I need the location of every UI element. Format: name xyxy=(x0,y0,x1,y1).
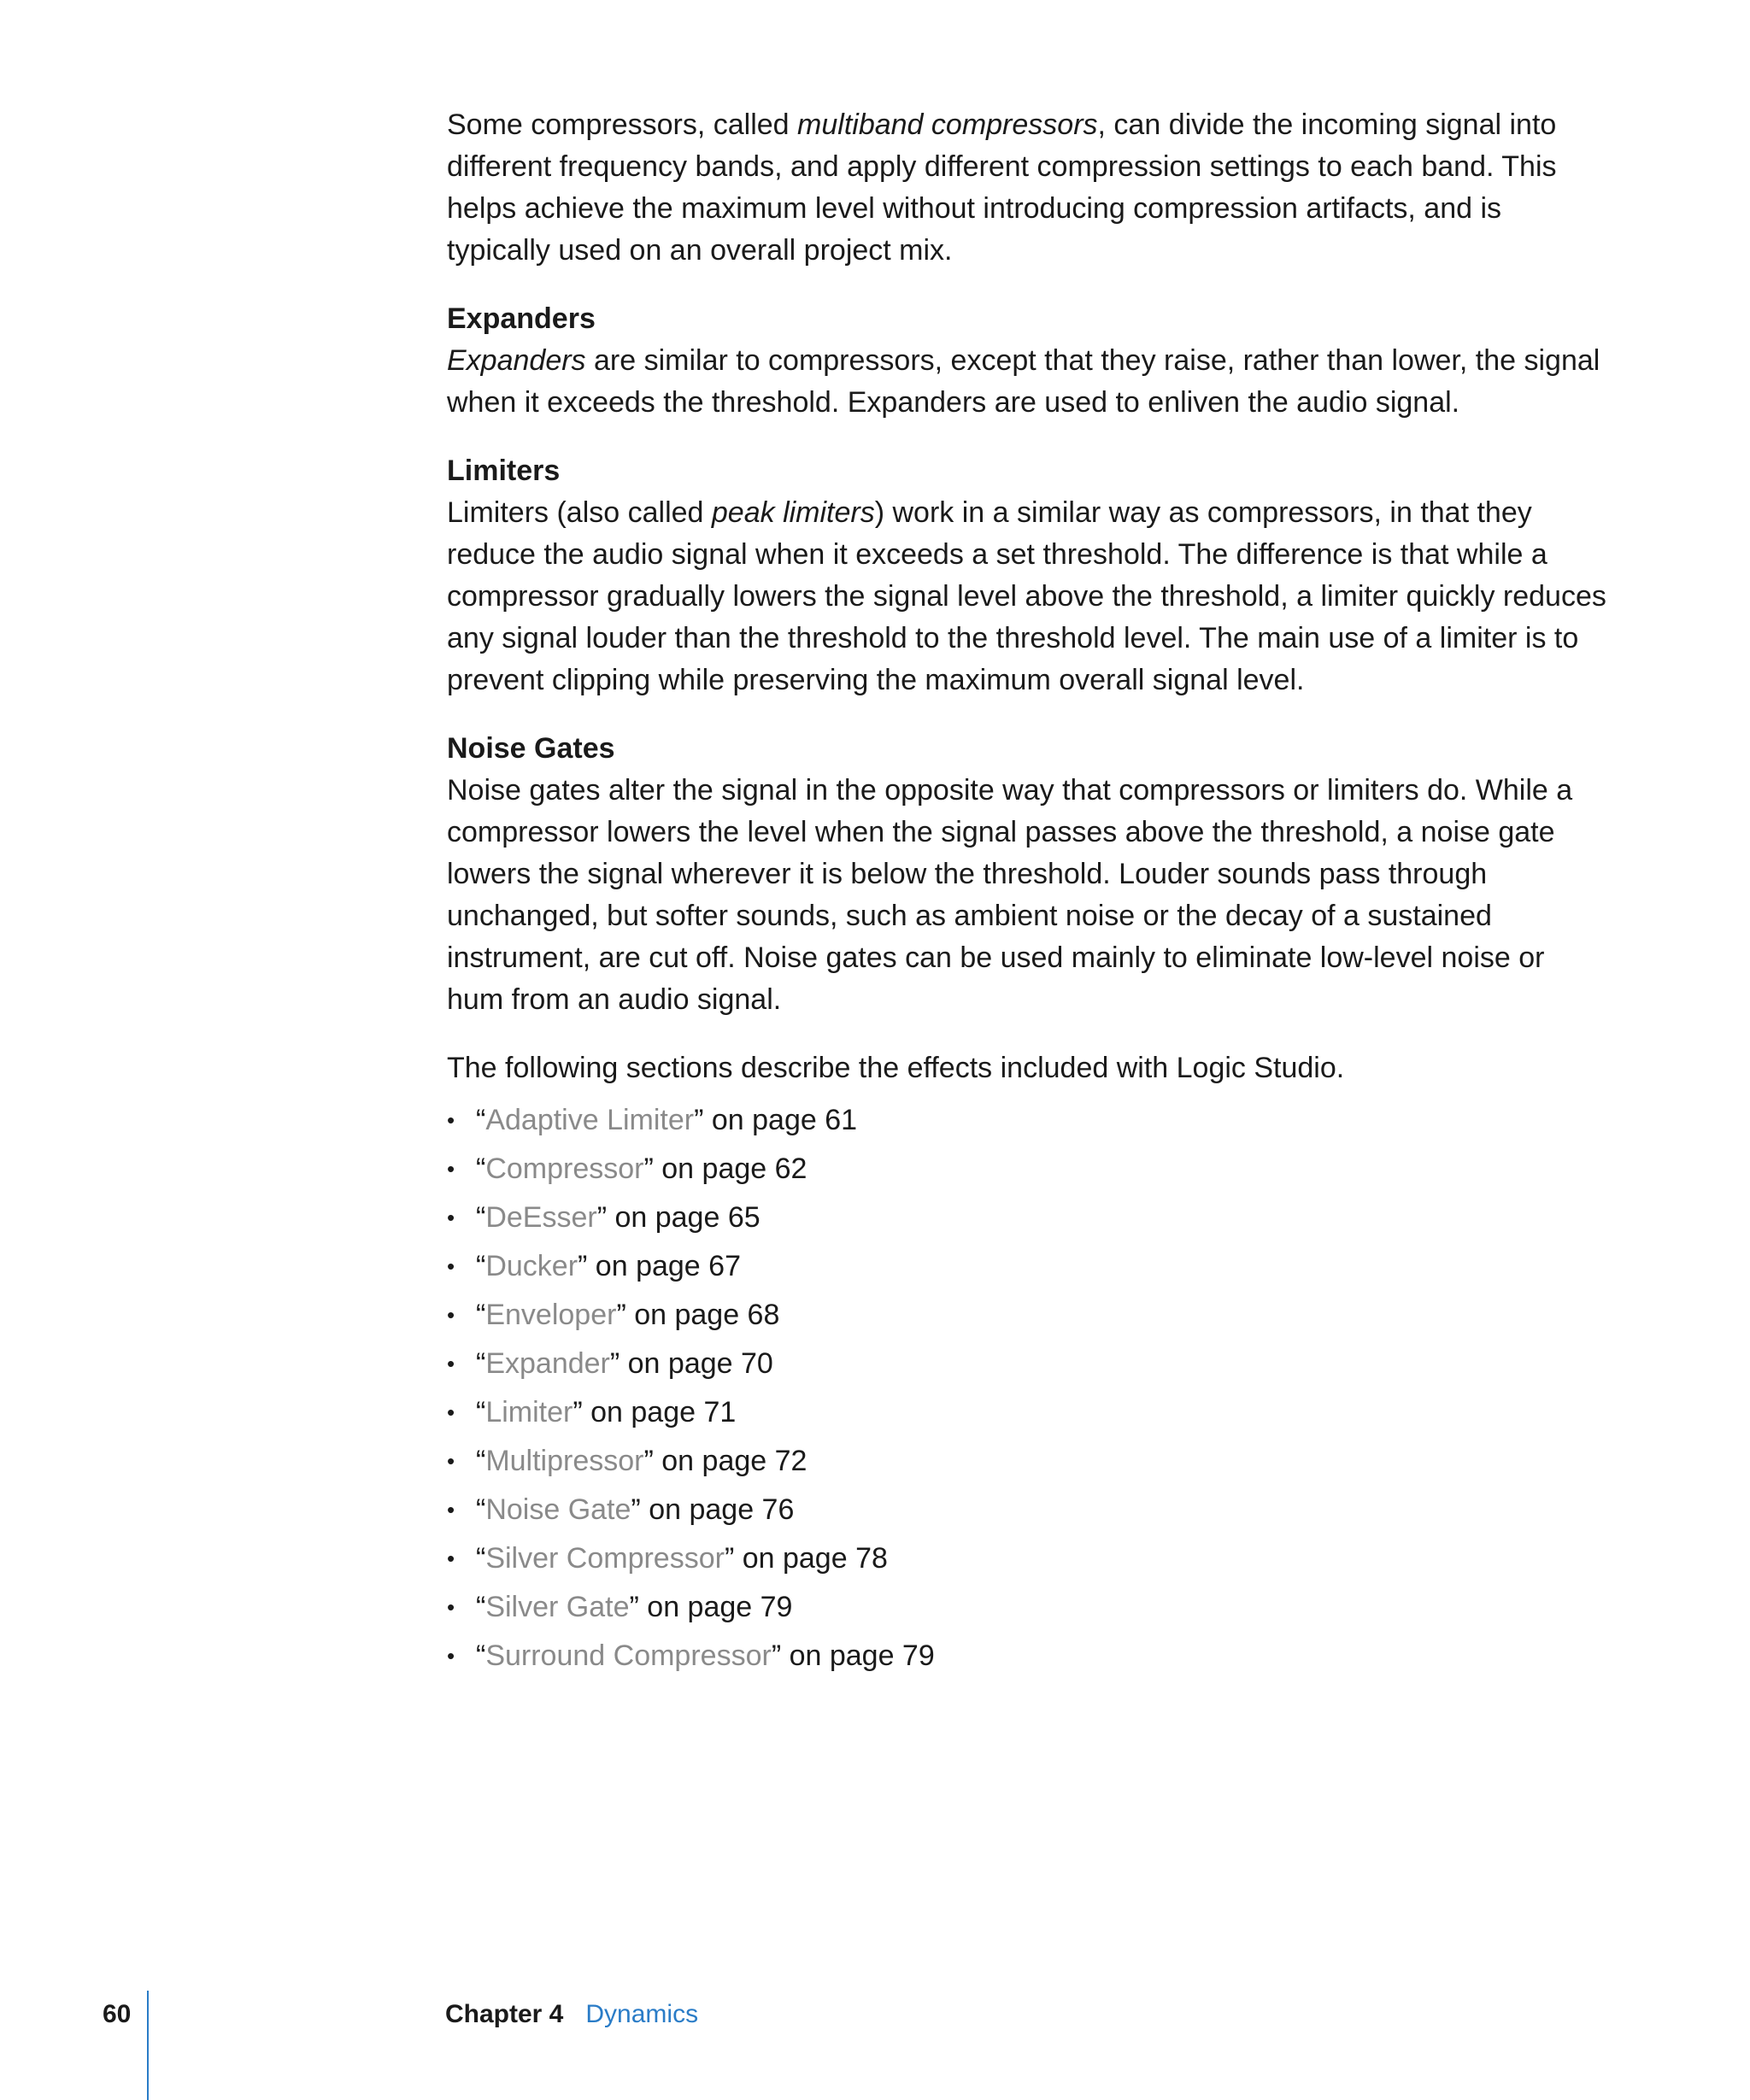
effect-link[interactable]: Noise Gate xyxy=(485,1493,631,1526)
close-quote: ” xyxy=(631,1493,641,1526)
close-quote: ” xyxy=(573,1396,583,1428)
effect-link[interactable]: Silver Compressor xyxy=(485,1542,725,1575)
list-item xyxy=(447,1583,1609,1632)
close-quote: ” xyxy=(616,1299,626,1331)
list-item xyxy=(447,1632,1609,1681)
effect-link[interactable]: Surround Compressor xyxy=(485,1640,772,1672)
bullet-icon: • xyxy=(447,1107,455,1133)
list-item xyxy=(447,1194,1609,1242)
open-quote: “ xyxy=(476,1250,486,1282)
open-quote: “ xyxy=(476,1493,486,1526)
multiband-term: multiband compressors xyxy=(797,109,1098,141)
expanders-text: are similar to compressors, except that they raise, rather than lower, the signal when it exceeds the threshold. Expanders are used to enliven the audio signal. xyxy=(447,344,1600,419)
close-quote: ” xyxy=(609,1347,620,1380)
page-reference: on page 61 xyxy=(703,1104,858,1136)
limiters-text-1: Limiters (also called xyxy=(447,496,712,529)
footer-divider xyxy=(147,1991,149,2100)
chapter-title-link[interactable]: Dynamics xyxy=(585,2000,699,2028)
expanders-body xyxy=(447,340,1609,424)
open-quote: “ xyxy=(476,1201,486,1234)
open-quote: “ xyxy=(476,1347,486,1380)
multiband-text-1: Some compressors, called xyxy=(447,109,798,141)
open-quote: “ xyxy=(476,1299,486,1331)
page-reference: on page 68 xyxy=(625,1299,780,1331)
list-item xyxy=(447,1291,1609,1340)
expanders-heading: Expanders xyxy=(447,302,596,335)
bullet-icon: • xyxy=(447,1253,455,1279)
list-item xyxy=(447,1242,1609,1291)
page-reference: on page 65 xyxy=(607,1201,760,1234)
open-quote: “ xyxy=(476,1591,486,1623)
close-quote: ” xyxy=(643,1153,654,1185)
effect-link[interactable]: DeEsser xyxy=(485,1201,597,1234)
list-item xyxy=(447,1486,1609,1534)
bullet-icon: • xyxy=(447,1399,455,1425)
open-quote: “ xyxy=(476,1104,486,1136)
list-item xyxy=(447,1340,1609,1388)
bullet-icon: • xyxy=(447,1302,455,1328)
multiband-paragraph xyxy=(447,104,1609,272)
multiband-text-2: , can divide the incoming signal into different frequency bands, and apply different compression settings to each band. This helps achieve the maximum level without introducing compression artifacts, and is typically used on an overall project mix. xyxy=(447,109,1557,267)
list-item xyxy=(447,1388,1609,1437)
expanders-section xyxy=(447,298,1609,424)
limiters-body xyxy=(447,492,1609,701)
effect-link[interactable]: Limiter xyxy=(485,1396,573,1428)
effect-link[interactable]: Compressor xyxy=(485,1153,644,1185)
chapter-label: Chapter 4 xyxy=(445,2000,564,2028)
page-number: 60 xyxy=(103,2000,132,2028)
close-quote: ” xyxy=(629,1591,639,1623)
bullet-icon: • xyxy=(447,1643,455,1669)
effect-link[interactable]: Expander xyxy=(485,1347,610,1380)
open-quote: “ xyxy=(476,1153,486,1185)
bullet-icon: • xyxy=(447,1594,455,1620)
effect-link[interactable]: Enveloper xyxy=(485,1299,617,1331)
effect-link[interactable]: Multipressor xyxy=(485,1445,644,1477)
noise-gates-heading: Noise Gates xyxy=(447,732,615,765)
page-reference: on page 70 xyxy=(620,1347,773,1380)
page-reference: on page 71 xyxy=(582,1396,737,1428)
bullet-icon: • xyxy=(447,1546,455,1571)
page-reference: on page 62 xyxy=(653,1153,807,1185)
noise-gates-body: Noise gates alter the signal in the opposite way that compressors or limiters do. While a compressor lowers the level when the signal passes above the threshold, a noise gate lowers the signal wherever it is below the threshold. Louder sounds pass through unchanged, but softer sounds, such as ambient noise or the decay of a sustained instrument, are cut off. Noise gates can be used mainly to eliminate low-level noise or hum from an audio signal. xyxy=(447,774,1573,1016)
page-content xyxy=(447,104,1609,1681)
limiters-section xyxy=(447,450,1609,701)
bullet-icon: • xyxy=(447,1448,455,1474)
limiters-text-2: ) work in a similar way as compressors, in that they reduce the audio signal when it exceeds a set threshold. The difference is that while a compressor gradually lowers the signal level above the threshold, a limiter quickly reduces any signal louder than the threshold to the threshold level. The main use of a limiter is to prevent clipping while preserving the maximum overall signal level. xyxy=(447,496,1606,696)
close-quote: ” xyxy=(724,1542,735,1575)
effects-list-intro: The following sections describe the effects included with Logic Studio. xyxy=(447,1052,1345,1084)
page-reference: on page 72 xyxy=(653,1445,807,1477)
bullet-icon: • xyxy=(447,1351,455,1376)
open-quote: “ xyxy=(476,1445,486,1477)
bullet-icon: • xyxy=(447,1205,455,1230)
open-quote: “ xyxy=(476,1396,486,1428)
effect-link[interactable]: Silver Gate xyxy=(485,1591,630,1623)
list-item xyxy=(447,1096,1609,1145)
close-quote: ” xyxy=(694,1104,704,1136)
effect-link[interactable]: Ducker xyxy=(485,1250,578,1282)
effect-link[interactable]: Adaptive Limiter xyxy=(485,1104,695,1136)
page-reference: on page 67 xyxy=(587,1250,741,1282)
close-quote: ” xyxy=(596,1201,608,1234)
bullet-icon: • xyxy=(447,1156,455,1182)
footer-chapter xyxy=(445,1997,698,2032)
page-reference: on page 76 xyxy=(640,1493,795,1526)
limiters-term: peak limiters xyxy=(711,496,875,529)
close-quote: ” xyxy=(578,1250,588,1282)
bullet-icon: • xyxy=(447,1497,455,1522)
close-quote: ” xyxy=(643,1445,654,1477)
noise-gates-section xyxy=(447,728,1609,1021)
page-reference: on page 78 xyxy=(734,1542,888,1575)
list-item xyxy=(447,1437,1609,1486)
expanders-term: Expanders xyxy=(447,344,586,377)
list-item xyxy=(447,1145,1609,1194)
open-quote: “ xyxy=(476,1542,486,1575)
page-reference: on page 79 xyxy=(638,1591,793,1623)
open-quote: “ xyxy=(476,1640,486,1672)
effects-link-list xyxy=(447,1096,1609,1681)
close-quote: ” xyxy=(771,1640,782,1672)
list-item xyxy=(447,1534,1609,1583)
page-reference: on page 79 xyxy=(781,1640,935,1672)
limiters-heading: Limiters xyxy=(447,455,561,487)
